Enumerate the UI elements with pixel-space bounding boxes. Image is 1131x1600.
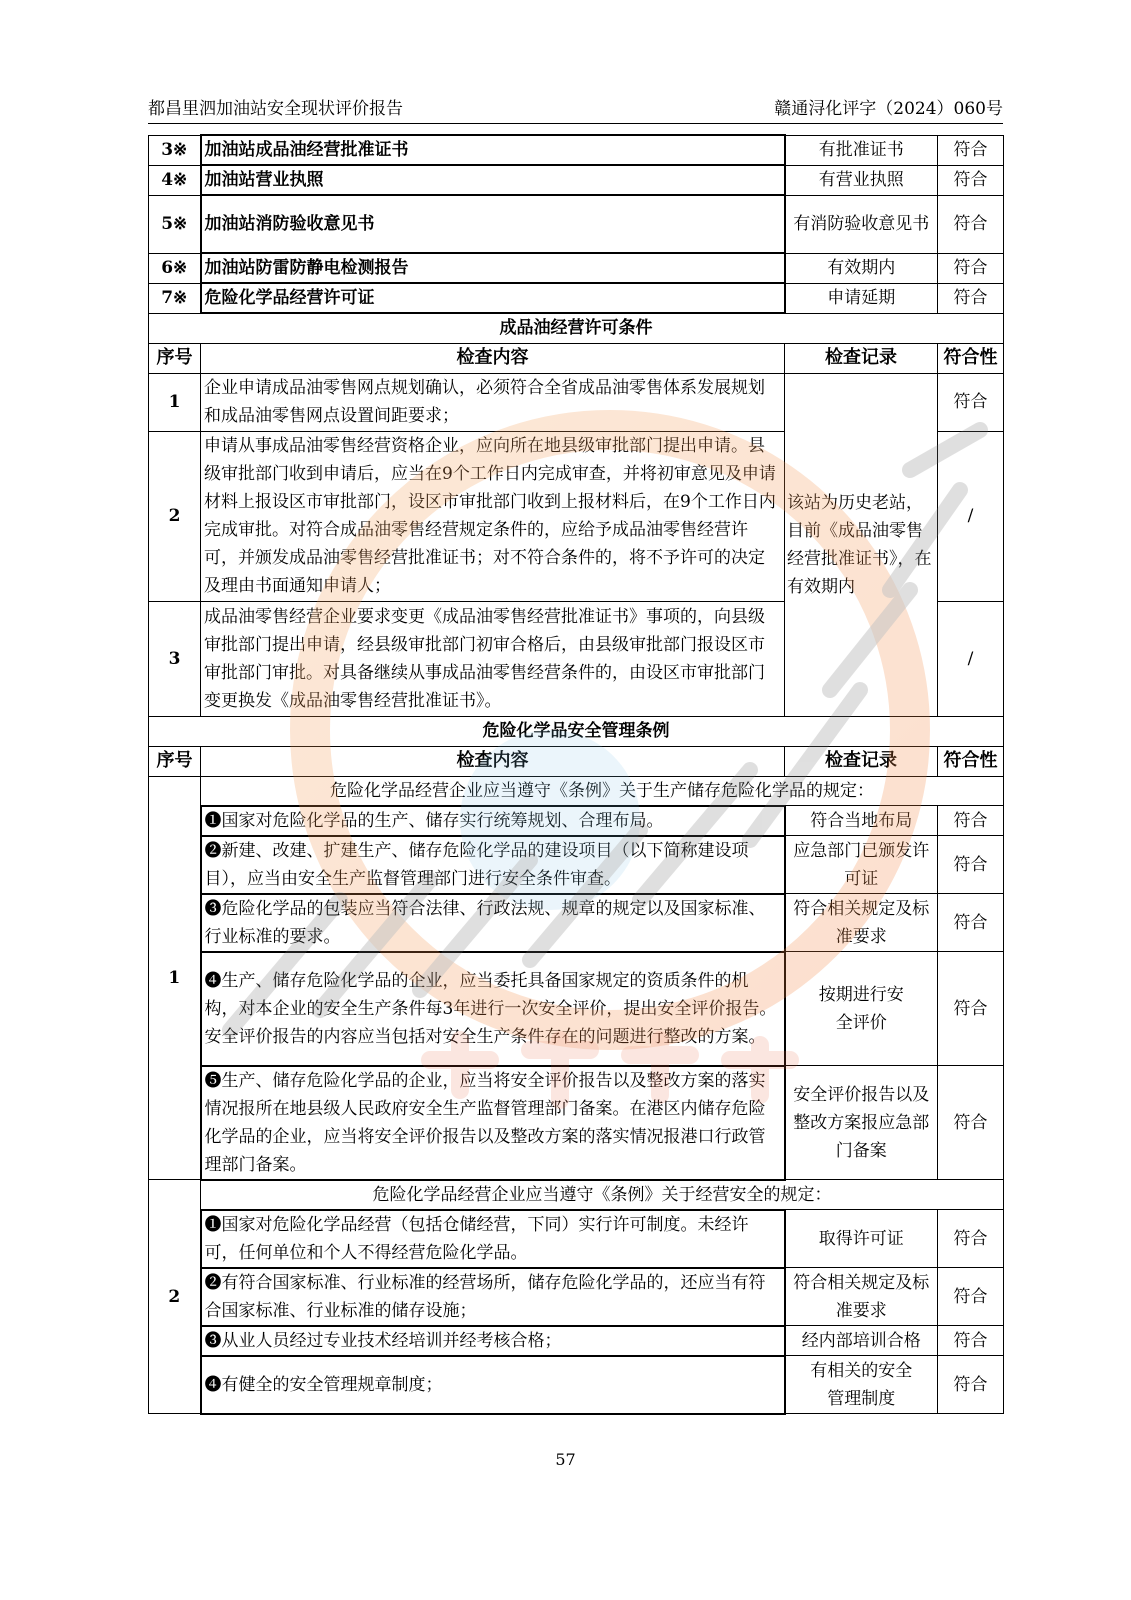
license-row xyxy=(149,253,1004,283)
col-header-content: 检查内容 xyxy=(201,343,785,373)
check-result: 符合 xyxy=(938,373,1004,431)
check-record: 应急部门已颁发许可证 xyxy=(785,836,938,894)
row-number: 1 xyxy=(149,373,201,431)
check-content: ❶国家对危险化学品经营（包括仓储经营，下同）实行许可制度。未经许可，任何单位和个人不得经营危险化学品。 xyxy=(201,1210,785,1268)
col-header-record: 检查记录 xyxy=(785,746,938,776)
check-result: / xyxy=(938,601,1004,716)
group-intro: 危险化学品经营企业应当遵守《条例》关于经营安全的规定： xyxy=(201,1180,1004,1210)
license-record: 有效期内 xyxy=(785,253,938,283)
check-content: ❶国家对危险化学品的生产、储存实行统筹规划、合理布局。 xyxy=(201,806,785,836)
license-number: 7※ xyxy=(149,283,201,313)
table-row xyxy=(149,952,1004,1066)
check-content: ❸从业人员经过专业技术经培训并经考核合格； xyxy=(201,1326,785,1356)
check-result: 符合 xyxy=(938,894,1004,952)
evaluation-table xyxy=(148,134,1004,1415)
check-content: ❹生产、储存危险化学品的企业，应当委托具备国家规定的资质条件的机构，对本企业的安全生产条件每3年进行一次安全评价，提出安全评价报告。安全评价报告的内容应当包括对安全生产条件存在的问题进行整改的方案。 xyxy=(201,952,785,1066)
col-header-result: 符合性 xyxy=(938,746,1004,776)
page-header xyxy=(148,97,1003,124)
check-record: 符合相关规定及标准要求 xyxy=(785,894,938,952)
check-result: / xyxy=(938,431,1004,601)
license-name: 加油站成品油经营批准证书 xyxy=(201,135,785,165)
check-content: ❹有健全的安全管理规章制度； xyxy=(201,1356,785,1414)
license-result: 符合 xyxy=(938,165,1004,195)
check-record: 有相关的安全管理制度 xyxy=(785,1356,938,1414)
license-number: 5※ xyxy=(149,195,201,253)
check-result: 符合 xyxy=(938,1066,1004,1180)
check-record: 符合当地布局 xyxy=(785,806,938,836)
check-result: 符合 xyxy=(938,1210,1004,1268)
group-intro: 危险化学品经营企业应当遵守《条例》关于生产储存危险化学品的规定： xyxy=(201,776,1004,806)
check-record: 取得许可证 xyxy=(785,1210,938,1268)
check-result: 符合 xyxy=(938,806,1004,836)
table-row xyxy=(149,1210,1004,1268)
license-name: 加油站消防验收意见书 xyxy=(201,195,785,253)
table-row xyxy=(149,1356,1004,1414)
report-title: 都昌里泗加油站安全现状评价报告 xyxy=(148,99,403,119)
check-record: 按期进行安全评价 xyxy=(785,952,938,1066)
table-row xyxy=(149,894,1004,952)
license-result: 符合 xyxy=(938,283,1004,313)
check-content: ❺生产、储存危险化学品的企业，应当将安全评价报告以及整改方案的落实情况报所在地县级人民政府安全生产监督管理部门备案。在港区内储存危险化学品的企业，应当将安全评价报告以及整改方案的落实情况报港口行政管理部门备案。 xyxy=(201,1066,785,1180)
check-record: 经内部培训合格 xyxy=(785,1326,938,1356)
group-number: 1 xyxy=(149,776,201,1180)
check-content: ❷有符合国家标准、行业标准的经营场所，储存危险化学品的，还应当有符合国家标准、行业标准的储存设施； xyxy=(201,1268,785,1326)
license-record: 有批准证书 xyxy=(785,135,938,165)
license-number: 3※ xyxy=(149,135,201,165)
license-name: 加油站防雷防静电检测报告 xyxy=(201,253,785,283)
section-title: 危险化学品安全管理条例 xyxy=(149,716,1004,746)
table-row xyxy=(149,1268,1004,1326)
report-number: 赣通浔化评字（2024）060号 xyxy=(774,99,1003,119)
check-result: 符合 xyxy=(938,952,1004,1066)
page-number: 57 xyxy=(555,1450,576,1469)
check-content: 成品油零售经营企业要求变更《成品油零售经营批准证书》事项的，向县级审批部门提出申请，经县级审批部门初审合格后，由县级审批部门报设区市审批部门审批。对具备继续从事成品油零售经营条件的，由设区市审批部门变更换发《成品油零售经营批准证书》。 xyxy=(201,601,785,716)
row-number: 3 xyxy=(149,601,201,716)
table-row xyxy=(149,373,1004,431)
check-content: ❷新建、改建、扩建生产、储存危险化学品的建设项目（以下简称建设项目），应当由安全生产监督管理部门进行安全条件审查。 xyxy=(201,836,785,894)
check-result: 符合 xyxy=(938,1268,1004,1326)
license-result: 符合 xyxy=(938,195,1004,253)
check-record: 符合相关规定及标准要求 xyxy=(785,1268,938,1326)
check-content: 企业申请成品油零售网点规划确认，必须符合全省成品油零售体系发展规划和成品油零售网点设置间距要求； xyxy=(201,373,785,431)
license-row xyxy=(149,195,1004,253)
license-row xyxy=(149,135,1004,165)
check-result: 符合 xyxy=(938,1356,1004,1414)
license-number: 4※ xyxy=(149,165,201,195)
check-record: 该站为历史老站，目前《成品油零售经营批准证书》，在有效期内 xyxy=(785,373,938,716)
license-result: 符合 xyxy=(938,253,1004,283)
section-title: 成品油经营许可条件 xyxy=(149,313,1004,343)
group-number: 2 xyxy=(149,1180,201,1414)
license-row xyxy=(149,283,1004,313)
table-row xyxy=(149,806,1004,836)
header-row xyxy=(149,746,1004,776)
col-header-record: 检查记录 xyxy=(785,343,938,373)
table-row xyxy=(149,1066,1004,1180)
check-content: 申请从事成品油零售经营资格企业，应向所在地县级审批部门提出申请。县级审批部门收到申请后，应当在9个工作日内完成审查，并将初审意见及申请材料上报设区市审批部门，设区市审批部门收到上报材料后，在9个工作日内完成审批。对符合成品油零售经营规定条件的，应给予成品油零售经营许可，并颁发成品油零售经营批准证书；对不符合条件的，将不予许可的决定及理由书面通知申请人； xyxy=(201,431,785,601)
col-header-result: 符合性 xyxy=(938,343,1004,373)
check-result: 符合 xyxy=(938,1326,1004,1356)
license-record: 有营业执照 xyxy=(785,165,938,195)
col-header-content: 检查内容 xyxy=(201,746,785,776)
license-record: 有消防验收意见书 xyxy=(785,195,938,253)
row-number: 2 xyxy=(149,431,201,601)
license-name: 危险化学品经营许可证 xyxy=(201,283,785,313)
license-row xyxy=(149,165,1004,195)
license-number: 6※ xyxy=(149,253,201,283)
license-result: 符合 xyxy=(938,135,1004,165)
check-result: 符合 xyxy=(938,836,1004,894)
table-row xyxy=(149,1326,1004,1356)
license-record: 申请延期 xyxy=(785,283,938,313)
table-row xyxy=(149,836,1004,894)
header-row xyxy=(149,343,1004,373)
check-content: ❸危险化学品的包装应当符合法律、行政法规、规章的规定以及国家标准、行业标准的要求。 xyxy=(201,894,785,952)
col-header-num: 序号 xyxy=(149,746,201,776)
license-name: 加油站营业执照 xyxy=(201,165,785,195)
check-record: 安全评价报告以及整改方案报应急部门备案 xyxy=(785,1066,938,1180)
col-header-num: 序号 xyxy=(149,343,201,373)
